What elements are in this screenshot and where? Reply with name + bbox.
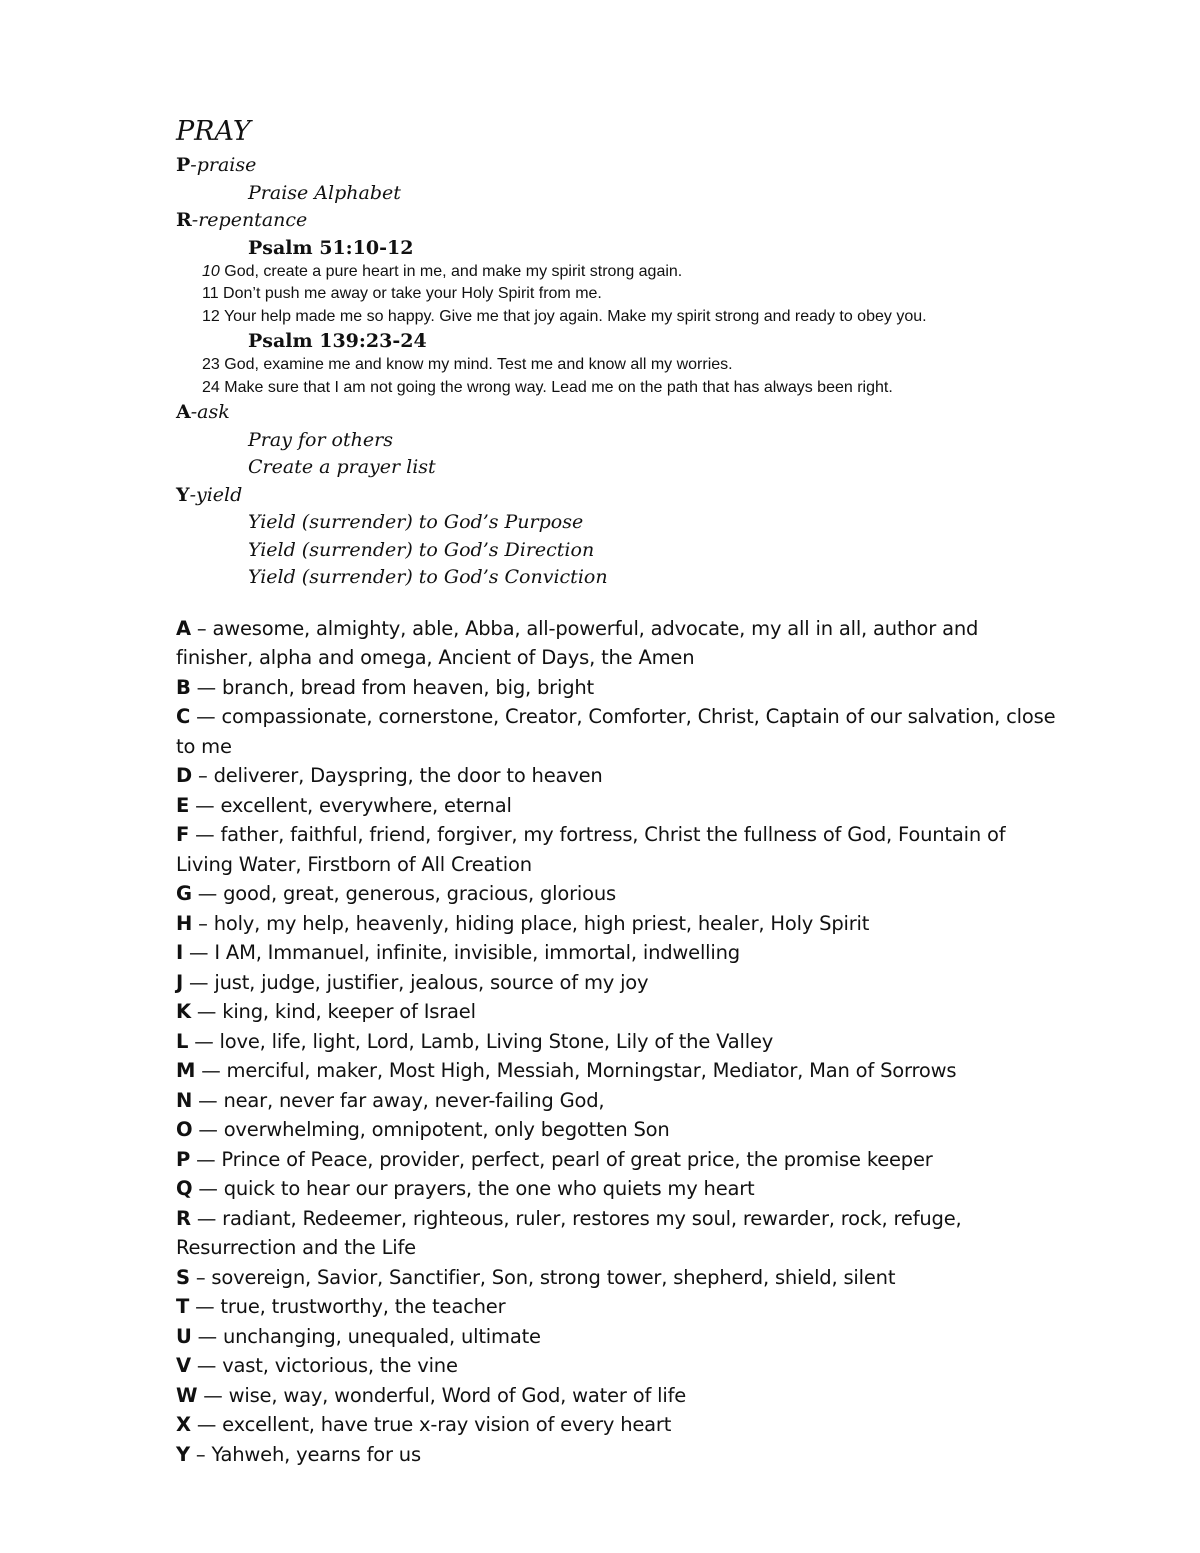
verse-number: 24 (202, 378, 220, 396)
alphabet-entry-l (176, 1027, 1056, 1057)
alphabet-separator: – (189, 1265, 212, 1289)
alphabet-separator: — (195, 1059, 227, 1082)
alphabet-separator: — (192, 1177, 224, 1200)
alphabet-text: excellent, everywhere, eternal (220, 793, 512, 817)
ask-item: Create a prayer list (248, 456, 436, 478)
spacer (176, 592, 1076, 614)
verse-text: God, examine me and know my mind. Test me and know all my worries. (219, 356, 733, 373)
alphabet-separator: — (190, 1000, 223, 1023)
alphabet-text: holy, my help, heavenly, hiding place, high priest, healer, Holy Spirit (213, 911, 870, 935)
alphabet-entry-f (176, 820, 1056, 879)
alphabet-separator: — (190, 705, 222, 728)
heading-yield (176, 482, 1076, 510)
verse-number: 11 (202, 285, 219, 302)
alphabet-separator: – (190, 616, 213, 640)
alphabet-text: branch, bread from heaven, big, bright (221, 675, 594, 699)
heading-word: -repentance (191, 209, 308, 231)
heading-word: -yield (189, 483, 243, 506)
alphabet-separator: — (192, 1088, 224, 1112)
alphabet-entry-u (176, 1322, 1056, 1352)
verse-line (176, 283, 1076, 306)
alphabet-separator: — (189, 793, 221, 817)
alphabet-entry-e (176, 791, 1056, 821)
alphabet-letter: F (176, 823, 190, 846)
heading-repentance (176, 207, 1076, 235)
alphabet-letter: N (176, 1088, 193, 1112)
alphabet-entry-b (176, 673, 1056, 703)
alphabet-entry-j (176, 968, 1056, 998)
alphabet-text: sovereign, Savior, Sanctifier, Son, strong tower, shepherd, shield, silent (211, 1265, 896, 1289)
alphabet-text: overwhelming, omnipotent, only begotten Son (223, 1118, 670, 1141)
verse-number: 12 (202, 307, 220, 325)
heading-word: -ask (190, 401, 230, 423)
alphabet-letter: H (176, 911, 193, 935)
psalm-reference: Psalm 139:23-24 (248, 330, 427, 352)
alphabet-letter: Q (176, 1177, 193, 1200)
alphabet-letter: X (176, 1413, 191, 1436)
alphabet-letter: T (176, 1295, 190, 1318)
alphabet-entry-s (176, 1263, 1056, 1293)
alphabet-text: love, life, light, Lord, Lamb, Living Stone, Lily of the Valley (219, 1029, 774, 1053)
alphabet-letter: B (176, 675, 191, 699)
psalm-reference: Psalm 51:10-12 (248, 236, 414, 259)
alphabet-text: vast, victorious, the vine (222, 1354, 458, 1377)
alphabet-text: Yahweh, yearns for us (211, 1442, 421, 1466)
alphabet-separator: — (189, 823, 221, 846)
verse-line (176, 354, 1076, 377)
alphabet-entry-h (176, 909, 1056, 939)
alphabet-text: king, kind, keeper of Israel (222, 1000, 476, 1023)
alphabet-separator: — (191, 882, 224, 905)
alphabet-text: excellent, have true x-ray vision of every heart (222, 1413, 672, 1436)
verse-number: 10 (202, 262, 220, 280)
alphabet-text: I AM, Immanuel, infinite, invisible, immortal, indwelling (214, 941, 740, 964)
alphabet-letter: P (176, 1147, 191, 1171)
yield-item: Yield (surrender) to God’s Direction (248, 538, 595, 561)
alphabet-entry-x (176, 1410, 1056, 1440)
alphabet-entry-i (176, 938, 1056, 968)
heading-letter: A (176, 401, 191, 423)
verse-text: Don’t push me away or take your Holy Spirit from me. (218, 285, 602, 302)
alphabet-separator: — (190, 1413, 223, 1436)
alphabet-separator: — (190, 1206, 223, 1230)
alphabet-letter: D (176, 764, 192, 787)
alphabet-letter: G (176, 882, 192, 905)
alphabet-separator: — (192, 1118, 224, 1141)
document-page (176, 112, 1076, 1469)
alphabet-text: just, judge, justifier, jealous, source of my joy (214, 970, 649, 994)
alphabet-letter: W (176, 1383, 198, 1407)
verse-line (176, 377, 1076, 400)
alphabet-letter: O (176, 1118, 193, 1141)
alphabet-letter: I (176, 941, 184, 964)
verse-text: God, create a pure heart in me, and make my spirit strong again. (219, 262, 683, 280)
alphabet-entry-g (176, 879, 1056, 909)
alphabet-text: wise, way, wonderful, Word of God, water of life (228, 1383, 687, 1407)
alphabet-entry-n (176, 1086, 1056, 1116)
alphabet-separator: – (189, 1442, 212, 1466)
alphabet-letter: K (176, 1000, 191, 1023)
alphabet-letter: S (176, 1265, 190, 1289)
alphabet-entry-d (176, 761, 1056, 791)
alphabet-text: good, great, generous, gracious, glorious (223, 882, 616, 905)
alphabet-entry-w (176, 1381, 1056, 1411)
heading-letter: Y (176, 483, 190, 506)
verse-text: Your help made me so happy. Give me that joy again. Make my spirit strong and ready to obey you. (219, 307, 927, 325)
alphabet-letter: Y (176, 1442, 190, 1466)
alphabet-letter: L (176, 1029, 189, 1053)
alphabet-letter: M (176, 1059, 196, 1082)
alphabet-entry-o (176, 1115, 1056, 1145)
page-title: PRAY (176, 116, 251, 147)
alphabet-entry-v (176, 1351, 1056, 1381)
heading-praise (176, 152, 1076, 180)
heading-letter: P (176, 154, 191, 176)
alphabet-separator: – (192, 911, 214, 935)
praise-item: Praise Alphabet (248, 181, 401, 204)
alphabet-letter: C (176, 705, 191, 728)
alphabet-separator: — (190, 675, 222, 699)
alphabet-text: quick to hear our prayers, the one who quiets my heart (223, 1177, 755, 1200)
alphabet-separator: — (183, 970, 215, 994)
alphabet-text: radiant, Redeemer, righteous, ruler, restores my soul, rewarder, rock, refuge, Resurrection and the Life (176, 1206, 962, 1259)
alphabet-entry-m (176, 1056, 1056, 1086)
alphabet-text: compassionate, cornerstone, Creator, Comforter, Christ, Captain of our salvation, close to me (176, 705, 1056, 758)
verse-line (176, 306, 1076, 329)
verse-line (176, 261, 1076, 284)
alphabet-text: true, trustworthy, the teacher (220, 1295, 506, 1318)
yield-item: Yield (surrender) to God’s Purpose (248, 511, 584, 533)
heading-ask (176, 399, 1076, 427)
alphabet-separator: — (183, 941, 215, 964)
alphabet-entry-a (176, 614, 1056, 673)
alphabet-text: merciful, maker, Most High, Messiah, Morningstar, Mediator, Man of Sorrows (226, 1059, 957, 1082)
alphabet-separator: — (188, 1029, 220, 1053)
verse-text: Make sure that I am not going the wrong way. Lead me on the path that has always been right. (219, 378, 893, 396)
alphabet-separator: — (189, 1295, 221, 1318)
alphabet-separator: — (190, 1147, 222, 1171)
alphabet-text: awesome, almighty, able, Abba, all-powerful, advocate, my all in all, author and finisher, alpha and omega, Ancient of Days, the Amen (176, 616, 979, 669)
alphabet-text: Prince of Peace, provider, perfect, pearl of great price, the promise keeper (221, 1147, 933, 1171)
alphabet-separator: — (197, 1383, 229, 1407)
alphabet-letter: U (176, 1324, 192, 1348)
alphabet-entry-q (176, 1174, 1056, 1204)
ask-item: Pray for others (248, 428, 393, 451)
praise-alphabet-list (176, 614, 1056, 1470)
heading-letter: R (176, 209, 192, 231)
heading-word: -praise (190, 154, 257, 176)
alphabet-separator: — (191, 1324, 223, 1348)
alphabet-text: father, faithful, friend, forgiver, my fortress, Christ the fullness of God, Fountain of Living Water, Firstborn of All Creation (176, 823, 1006, 876)
alphabet-text: deliverer, Dayspring, the door to heaven (213, 764, 603, 787)
alphabet-entry-p (176, 1145, 1056, 1175)
alphabet-letter: E (176, 793, 190, 817)
verse-number: 23 (202, 356, 220, 373)
alphabet-text: near, never far away, never-failing God, (223, 1088, 605, 1112)
alphabet-entry-t (176, 1292, 1056, 1322)
alphabet-letter: A (176, 616, 191, 640)
alphabet-letter: V (176, 1354, 191, 1377)
alphabet-entry-c (176, 702, 1056, 761)
alphabet-letter: R (176, 1206, 191, 1230)
alphabet-entry-r (176, 1204, 1056, 1263)
alphabet-letter: J (176, 970, 184, 994)
alphabet-entry-y (176, 1440, 1056, 1470)
alphabet-text: unchanging, unequaled, ultimate (222, 1324, 541, 1348)
alphabet-separator: – (192, 764, 214, 787)
alphabet-entry-k (176, 997, 1056, 1027)
yield-item: Yield (surrender) to God’s Conviction (248, 566, 608, 588)
alphabet-separator: — (190, 1354, 223, 1377)
